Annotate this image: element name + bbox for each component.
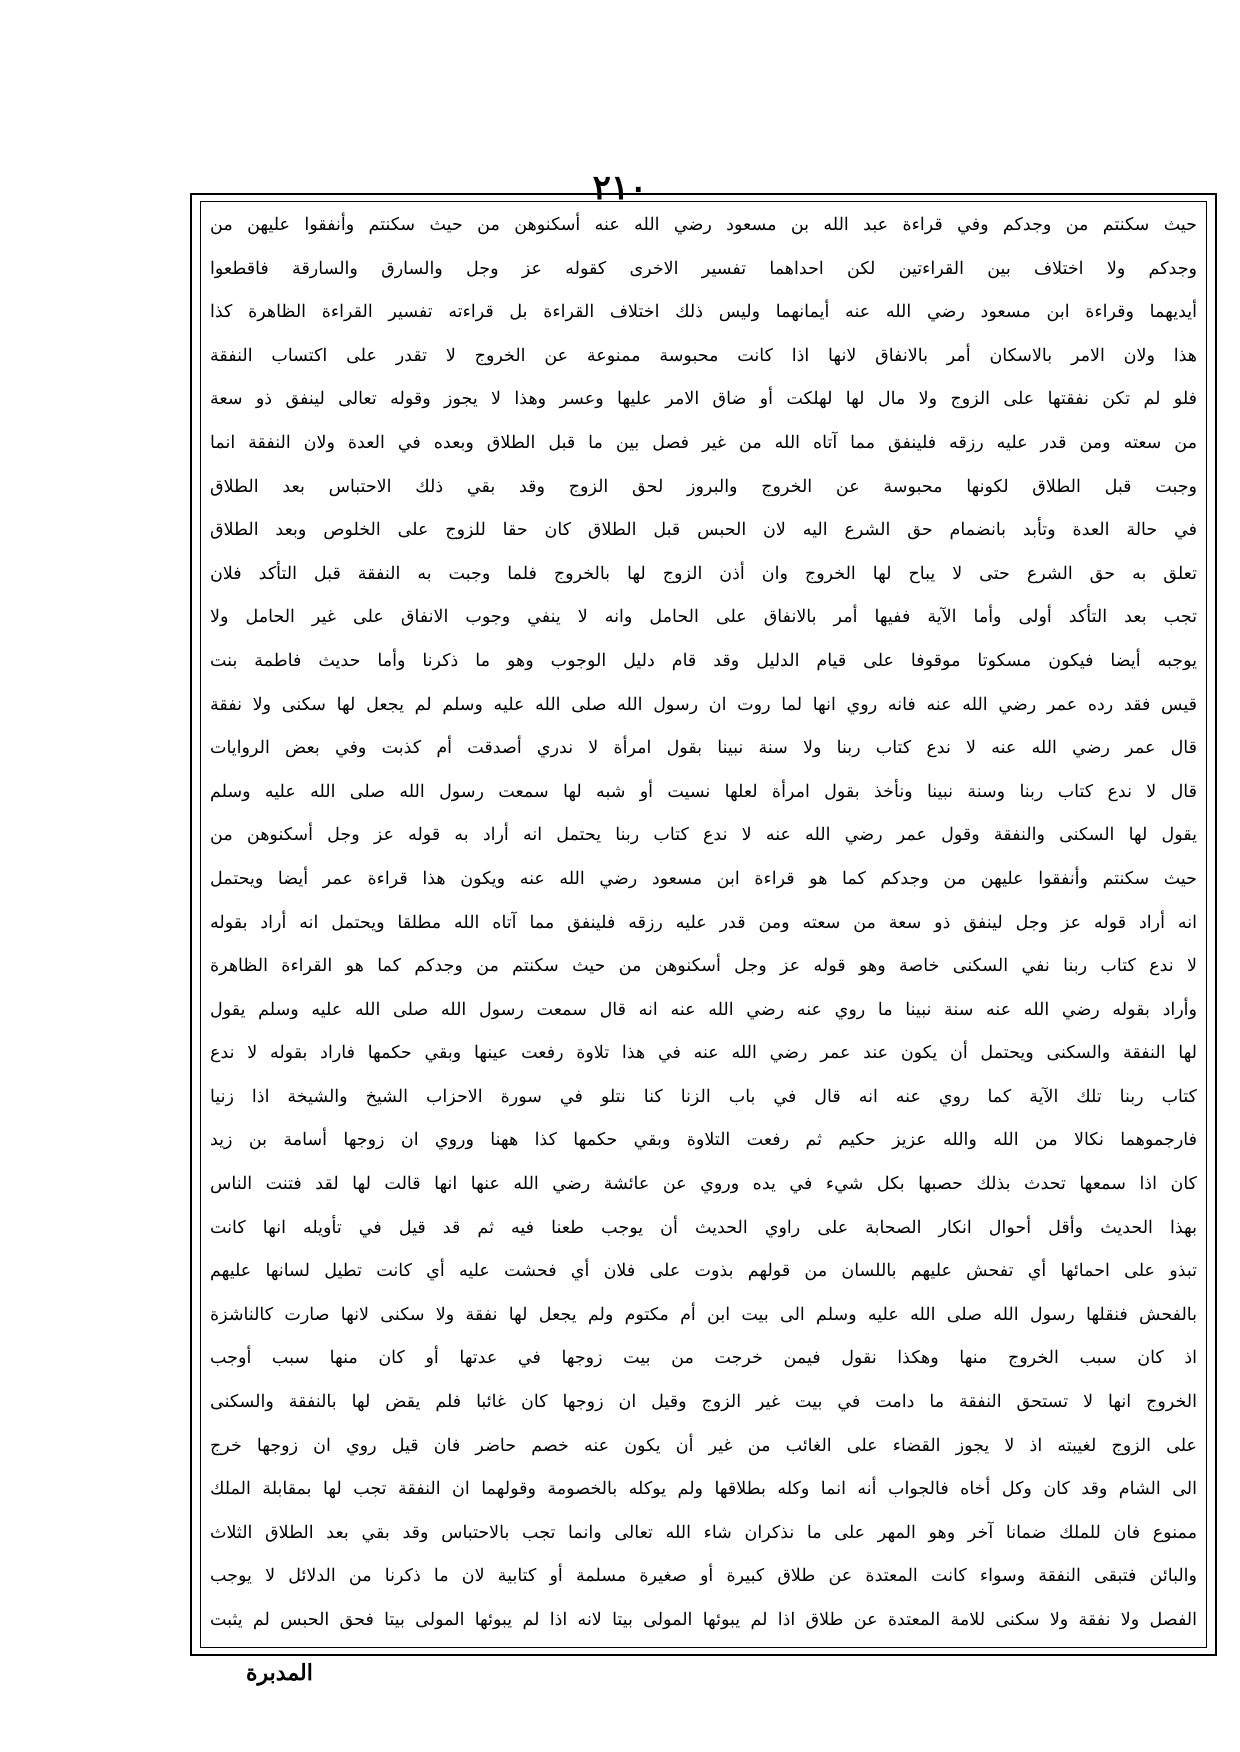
text-line: قال عمر رضي الله عنه لا ندع كتاب ربنا ولا سنة نبينا بقول امرأة لا ندري أصدقت أم كذبت وفي بعض الروايات: [210, 738, 1197, 759]
text-line: لها النفقة والسكنى ويحتمل أن يكون عند عمر رضي الله عنه في هذا تلاوة رفعت عينها وبقي حكمها فاراد بقوله لا ندع: [210, 1043, 1197, 1064]
text-line: والبائن فتبقى النفقة وسواء كانت المعتدة عن طلاق كبيرة أو صغيرة مسلمة أو كتابية لان ما ذكرنا من الدلائل لا يوجب: [210, 1566, 1197, 1587]
text-line: تجب بعد التأكد أولى وأما الآية ففيها أمر بالانفاق على الحامل وانه لا ينفي وجوب الانفاق على غير الحامل ولا: [210, 607, 1197, 628]
text-line: تبذو على احمائها أي تفحش عليهم باللسان من قولهم بذوت على فلان أي فحشت عليه أي كانت تطيل لسانها عليهم: [210, 1261, 1197, 1282]
text-line: على الزوج لغيبته اذ لا يجوز القضاء على الغائب من غير أن يكون عنه خصم حاضر فان قيل روي ان زوجها خرج: [210, 1435, 1197, 1456]
text-line: وجبت قبل الطلاق لكونها محبوسة عن الخروج والبروز لحق الزوج وقد بقي ذلك الاحتباس بعد الطلاق: [210, 476, 1197, 497]
text-line: الفصل ولا نفقة ولا سكنى للامة المعتدة عن طلاق اذا لم يبوئها المولى بيتا لانه اذا لم يبوئها المولى بيتا فحق الحبس لم يثبت: [210, 1610, 1197, 1630]
text-line: لا ندع كتاب ربنا نفي السكنى خاصة وهو قوله عز وجل أسكنوهن من حيث سكنتم من وجدكم كما هو القراءة الظاهرة: [210, 956, 1197, 977]
text-body: [210, 204, 1197, 1648]
text-line: يوجبه أيضا فيكون مسكوتا موقوفا على قيام الدليل وقد قام دليل الوجوب وهو ما ذكرنا وأما حديث فاطمة بنت: [210, 650, 1197, 671]
text-line: بالفحش فنقلها رسول الله صلى الله عليه وسلم الى بيت ابن أم مكتوم ولم يجعل لها نفقة ولا سكنى لانها صارت كالناشزة: [210, 1304, 1197, 1325]
text-line: من سعته ومن قدر عليه رزقه فلينفق مما آتاه الله من غير فصل بين ما قبل الطلاق وبعده في العدة ولان النفقة انما: [210, 432, 1197, 453]
text-line: في حالة العدة وتأبد بانضمام حق الشرع اليه لان الحبس قبل الطلاق كان حقا للزوج على الخلوص وبعد الطلاق: [210, 520, 1197, 541]
text-line: اذ كان سبب الخروج منها وهكذا نقول فيمن خرجت من بيت زوجها في عدتها أو كان منها سبب أوجب: [210, 1348, 1197, 1369]
text-line: حيث سكنتم وأنفقوا عليهن من وجدكم كما هو قراءة ابن مسعود رضي الله عنه ويكون هذا قراءة عمر أيضا ويحتمل: [210, 868, 1197, 889]
text-line: وجدكم ولا اختلاف بين القراءتين لكن احداهما تفسير الاخرى كقوله عز وجل والسارق والسارقة فاقطعوا: [210, 258, 1197, 279]
text-line: هذا ولان الامر بالاسكان أمر بالانفاق لانها اذا كانت محبوسة ممنوعة عن الخروج لا تقدر على اكتساب النفقة: [210, 345, 1197, 366]
text-line: قيس فقد رده عمر رضي الله عنه فانه روي انها لما روت ان رسول الله صلى الله عليه وسلم لم يجعل لها سكنى ولا نفقة: [210, 694, 1197, 715]
text-line: قال لا ندع كتاب ربنا وسنة نبينا ونأخذ بقول امرأة لعلها نسيت أو شبه لها سمعت رسول الله صلى الله عليه وسلم: [210, 781, 1197, 802]
text-line: فلو لم تكن نفقتها على الزوج ولا مال لها لهلكت أو ضاق الامر عليها وعسر وهذا لا يجوز وقوله تعالى لينفق ذو سعة: [210, 389, 1197, 410]
text-line: فارجموهما نكالا من الله والله عزيز حكيم ثم رفعت التلاوة وبقي حكمها كذا ههنا وروي ان زوجها أسامة بن زيد: [210, 1130, 1197, 1151]
text-line: تعلق به حق الشرع حتى لا يباح لها الخروج وان أذن الزوج لها بالخروج فلما وجبت به النفقة قبل التأكد فلان: [210, 563, 1197, 584]
catchword: المدبرة: [246, 1660, 313, 1686]
text-line: وأراد بقوله رضي الله عنه سنة نبينا ما روي عنه رضي الله عنه انه قال سمعت رسول الله صلى الله عليه وسلم يقول: [210, 999, 1197, 1020]
page-number: ٢١٠: [592, 168, 648, 208]
text-line: كتاب ربنا تلك الآية كما روي عنه انه قال في باب الزنا كنا نتلو في سورة الاحزاب الشيخ والشيخة اذا زنيا: [210, 1086, 1197, 1107]
text-line: [210, 1643, 1197, 1648]
text-line: بهذا الحديث وأقل أحوال انكار الصحابة على راوي الحديث أن يوجب طعنا فيه ثم قد قيل في تأويله انها كانت: [210, 1217, 1197, 1238]
text-line: ممنوع فان للملك ضمانا آخر وهو المهر على ما نذكران شاء الله تعالى وانما تجب بالاحتباس وقد بقي بعد الطلاق الثلاث: [210, 1522, 1197, 1543]
text-line: انه أراد قوله عز وجل لينفق ذو سعة من سعته ومن قدر عليه رزقه فلينفق مما آتاه الله مطلقا ويحتمل انه أراد بقوله: [210, 912, 1197, 933]
text-line: كان اذا سمعها تحدث بذلك حصبها بكل شيء في يده وروي عن عائشة رضي الله عنها انها قالت لها لقد فتنت الناس: [210, 1174, 1197, 1195]
text-line: حيث سكنتم من وجدكم وفي قراءة عبد الله بن مسعود رضي الله عنه أسكنوهن من حيث سكنتم وأنفقوا عليهن من: [210, 215, 1197, 235]
text-line: الى الشام وقد كان وكل أخاه فالجواب أنه انما وكله بطلاقها ولم يوكله بالخصومة وقولهما ان النفقة تجب لها بمقابلة الملك: [210, 1479, 1197, 1500]
text-line: يقول لها السكنى والنفقة وقول عمر رضي الله عنه لا ندع كتاب ربنا يحتمل انه أراد به قوله عز وجل أسكنوهن من: [210, 825, 1197, 846]
text-line: الخروج انها لا تستحق النفقة ما دامت في بيت غير الزوج وقيل ان زوجها كان غائبا فلم يقض لها بالنفقة والسكنى: [210, 1392, 1197, 1413]
text-line: أيديهما وقراءة ابن مسعود رضي الله عنه أيمانهما وليس ذلك اختلاف القراءة بل قراءته تفسير القراءة الظاهرة كذا: [210, 302, 1197, 323]
